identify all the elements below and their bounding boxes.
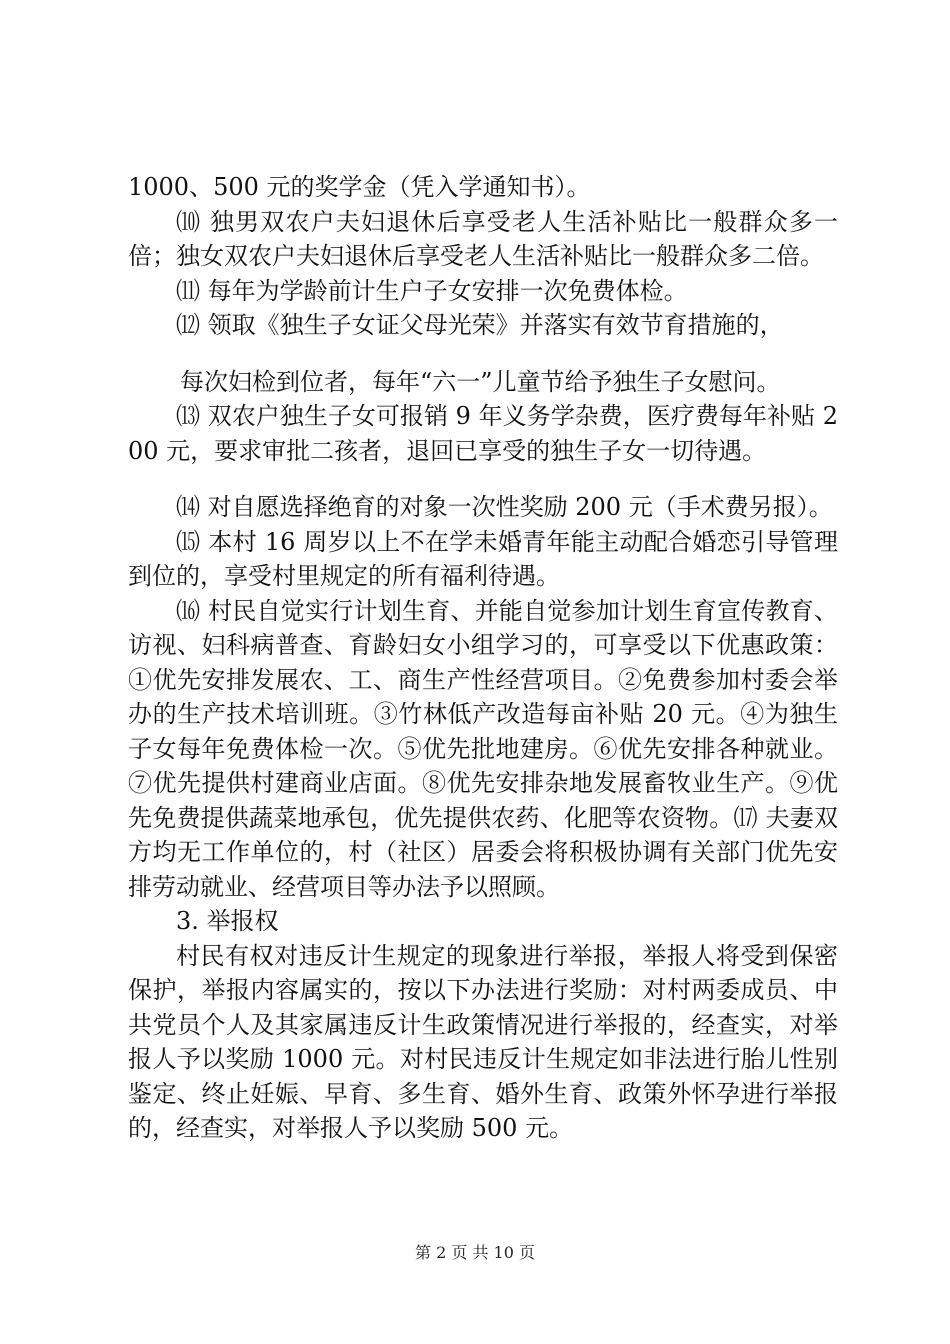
page-footer: 第 2 页 共 10 页: [415, 1243, 535, 1262]
paragraph-scholarship: 1000、500 元的奖学金（凭入学通知书）。: [128, 173, 591, 201]
paragraph-item-15: ⒂ 本村 16 周岁以上不在学未婚青年能主动配合婚恋引导管理到位的，享受村里规定的所有福利待遇。: [128, 527, 838, 590]
paragraph-item-12-continued: 每次妇检到位者，每年“六一”儿童节给予独生子女慰问。: [180, 367, 781, 396]
paragraph-item-11: ⑾ 每年为学龄前计生户子女安排一次免费体检。: [176, 276, 688, 305]
paragraph-item-13: ⒀ 双农户独生子女可报销 9 年义务学杂费，医疗费每年补贴 200 元，要求审批二孩者，退回已享受的独生子女一切待遇。: [128, 402, 838, 465]
paragraph-item-14: ⒁ 对自愿选择绝育的对象一次性奖励 200 元（手术费另报）。: [176, 493, 833, 521]
section-heading-report-right: 3. 举报权: [176, 907, 279, 935]
paragraph-item-16: ⒃ 村民自觉实行计划生育、并能自觉参加计划生育宣传教育、访视、妇科病普查、育龄妇女小组学习的，可享受以下优惠政策：①优先安排发展农、工、商生产性经营项目。②免费参加村委会举办的生产技术培训班。③竹林低产改造每亩补贴 20 元。④为独生子女每年免费体检一次。⑤优先批地建房。⑥优先安排各种就业。⑦优先提供村建商业店面。⑧优先安排杂地发展畜牧业生产。⑨优先免费提供蔬菜地承包，优先提供农药、化肥等农资物。⒄ 夫妻双方均无工作单位的，村（社区）居委会将积极协调有关部门优先安排劳动就业、经营项目等办法予以照顾。: [128, 596, 838, 901]
paragraph-item-10: ⑽ 独男双农户夫妇退休后享受老人生活补贴比一般群众多一倍；独女双农户夫妇退休后享受老人生活补贴比一般群众多二倍。: [128, 207, 838, 270]
paragraph-report-right: 村民有权对违反计生规定的现象进行举报，举报人将受到保密保护，举报内容属实的，按以下办法进行奖励：对村两委成员、中共党员个人及其家属违反计生政策情况进行举报的，经查实，对举报人予以奖励 1000 元。对村民违反计生规定如非法进行胎儿性别鉴定、终止妊娠、早育、多生育、婚外生育、政策外怀孕进行举报的，经查实，对举报人予以奖励 500 元。: [128, 941, 838, 1142]
document-body: [128, 170, 838, 1146]
paragraph-item-12: ⑿ 领取《独生子女证父母光荣》并落实有效节育措施的，: [176, 311, 784, 339]
